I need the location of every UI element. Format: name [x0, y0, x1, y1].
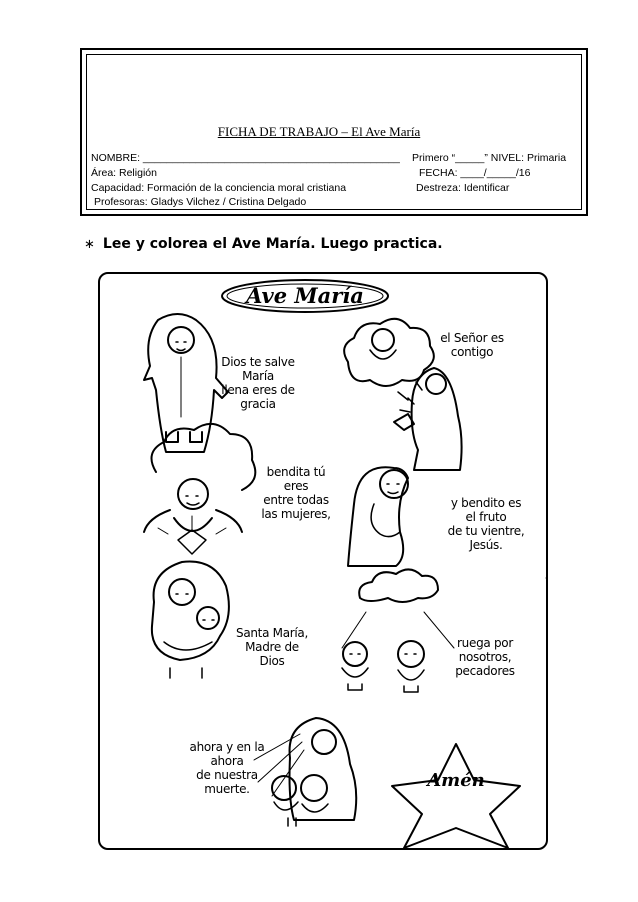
verse-santa-maria: Santa María, Madre de Dios	[236, 626, 308, 668]
mary-with-dove-icon	[394, 368, 462, 470]
destreza-line: Destreza: Identificar	[416, 182, 510, 194]
verse-ahora-y-en-la: ahora y en la ahora de nuestra muerte.	[189, 740, 265, 796]
verse-bendita-tu: bendita tú eres entre todas las mujeres,	[261, 465, 331, 521]
pregnant-mary-figure-icon	[348, 467, 408, 566]
mary-with-child-icon	[152, 562, 229, 679]
mary-with-spirit-rays-icon	[144, 424, 255, 554]
instruction-text: Lee y colorea el Ave María. Luego practica.	[102, 236, 443, 252]
fecha-line: FECHA: ____/_____/16	[419, 167, 531, 179]
instruction	[84, 236, 443, 252]
verse-dios-te-salve: Dios te salve María llena eres de gracia	[221, 355, 295, 411]
verse-el-senor: el Señor es contigo	[440, 331, 504, 359]
grado-nivel-line: Primero “_____” NIVEL: Primaria	[412, 152, 567, 164]
sheet-title: FICHA DE TRABAJO – El Ave María	[217, 124, 421, 139]
verse-ruega-por: ruega por nosotros, pecadores	[455, 636, 515, 678]
capacidad-line: Capacidad: Formación de la conciencia moral cristiana	[91, 182, 347, 194]
verse-bendito-es: y bendito es el fruto de tu vientre, Jesús.	[447, 496, 525, 552]
profesoras-line: Profesoras: Gladys Vilchez / Cristina Delgado	[94, 196, 307, 207]
amen-label: Amén	[427, 770, 485, 791]
amen-star-icon	[392, 744, 520, 848]
area-line: Área: Religión	[91, 167, 157, 179]
bullet-icon: ∗	[84, 237, 95, 252]
prayer-title: Ave María	[246, 283, 364, 308]
nombre-line: NOMBRE: ____________________________________________	[91, 152, 400, 164]
praying-children-icon	[342, 569, 454, 692]
